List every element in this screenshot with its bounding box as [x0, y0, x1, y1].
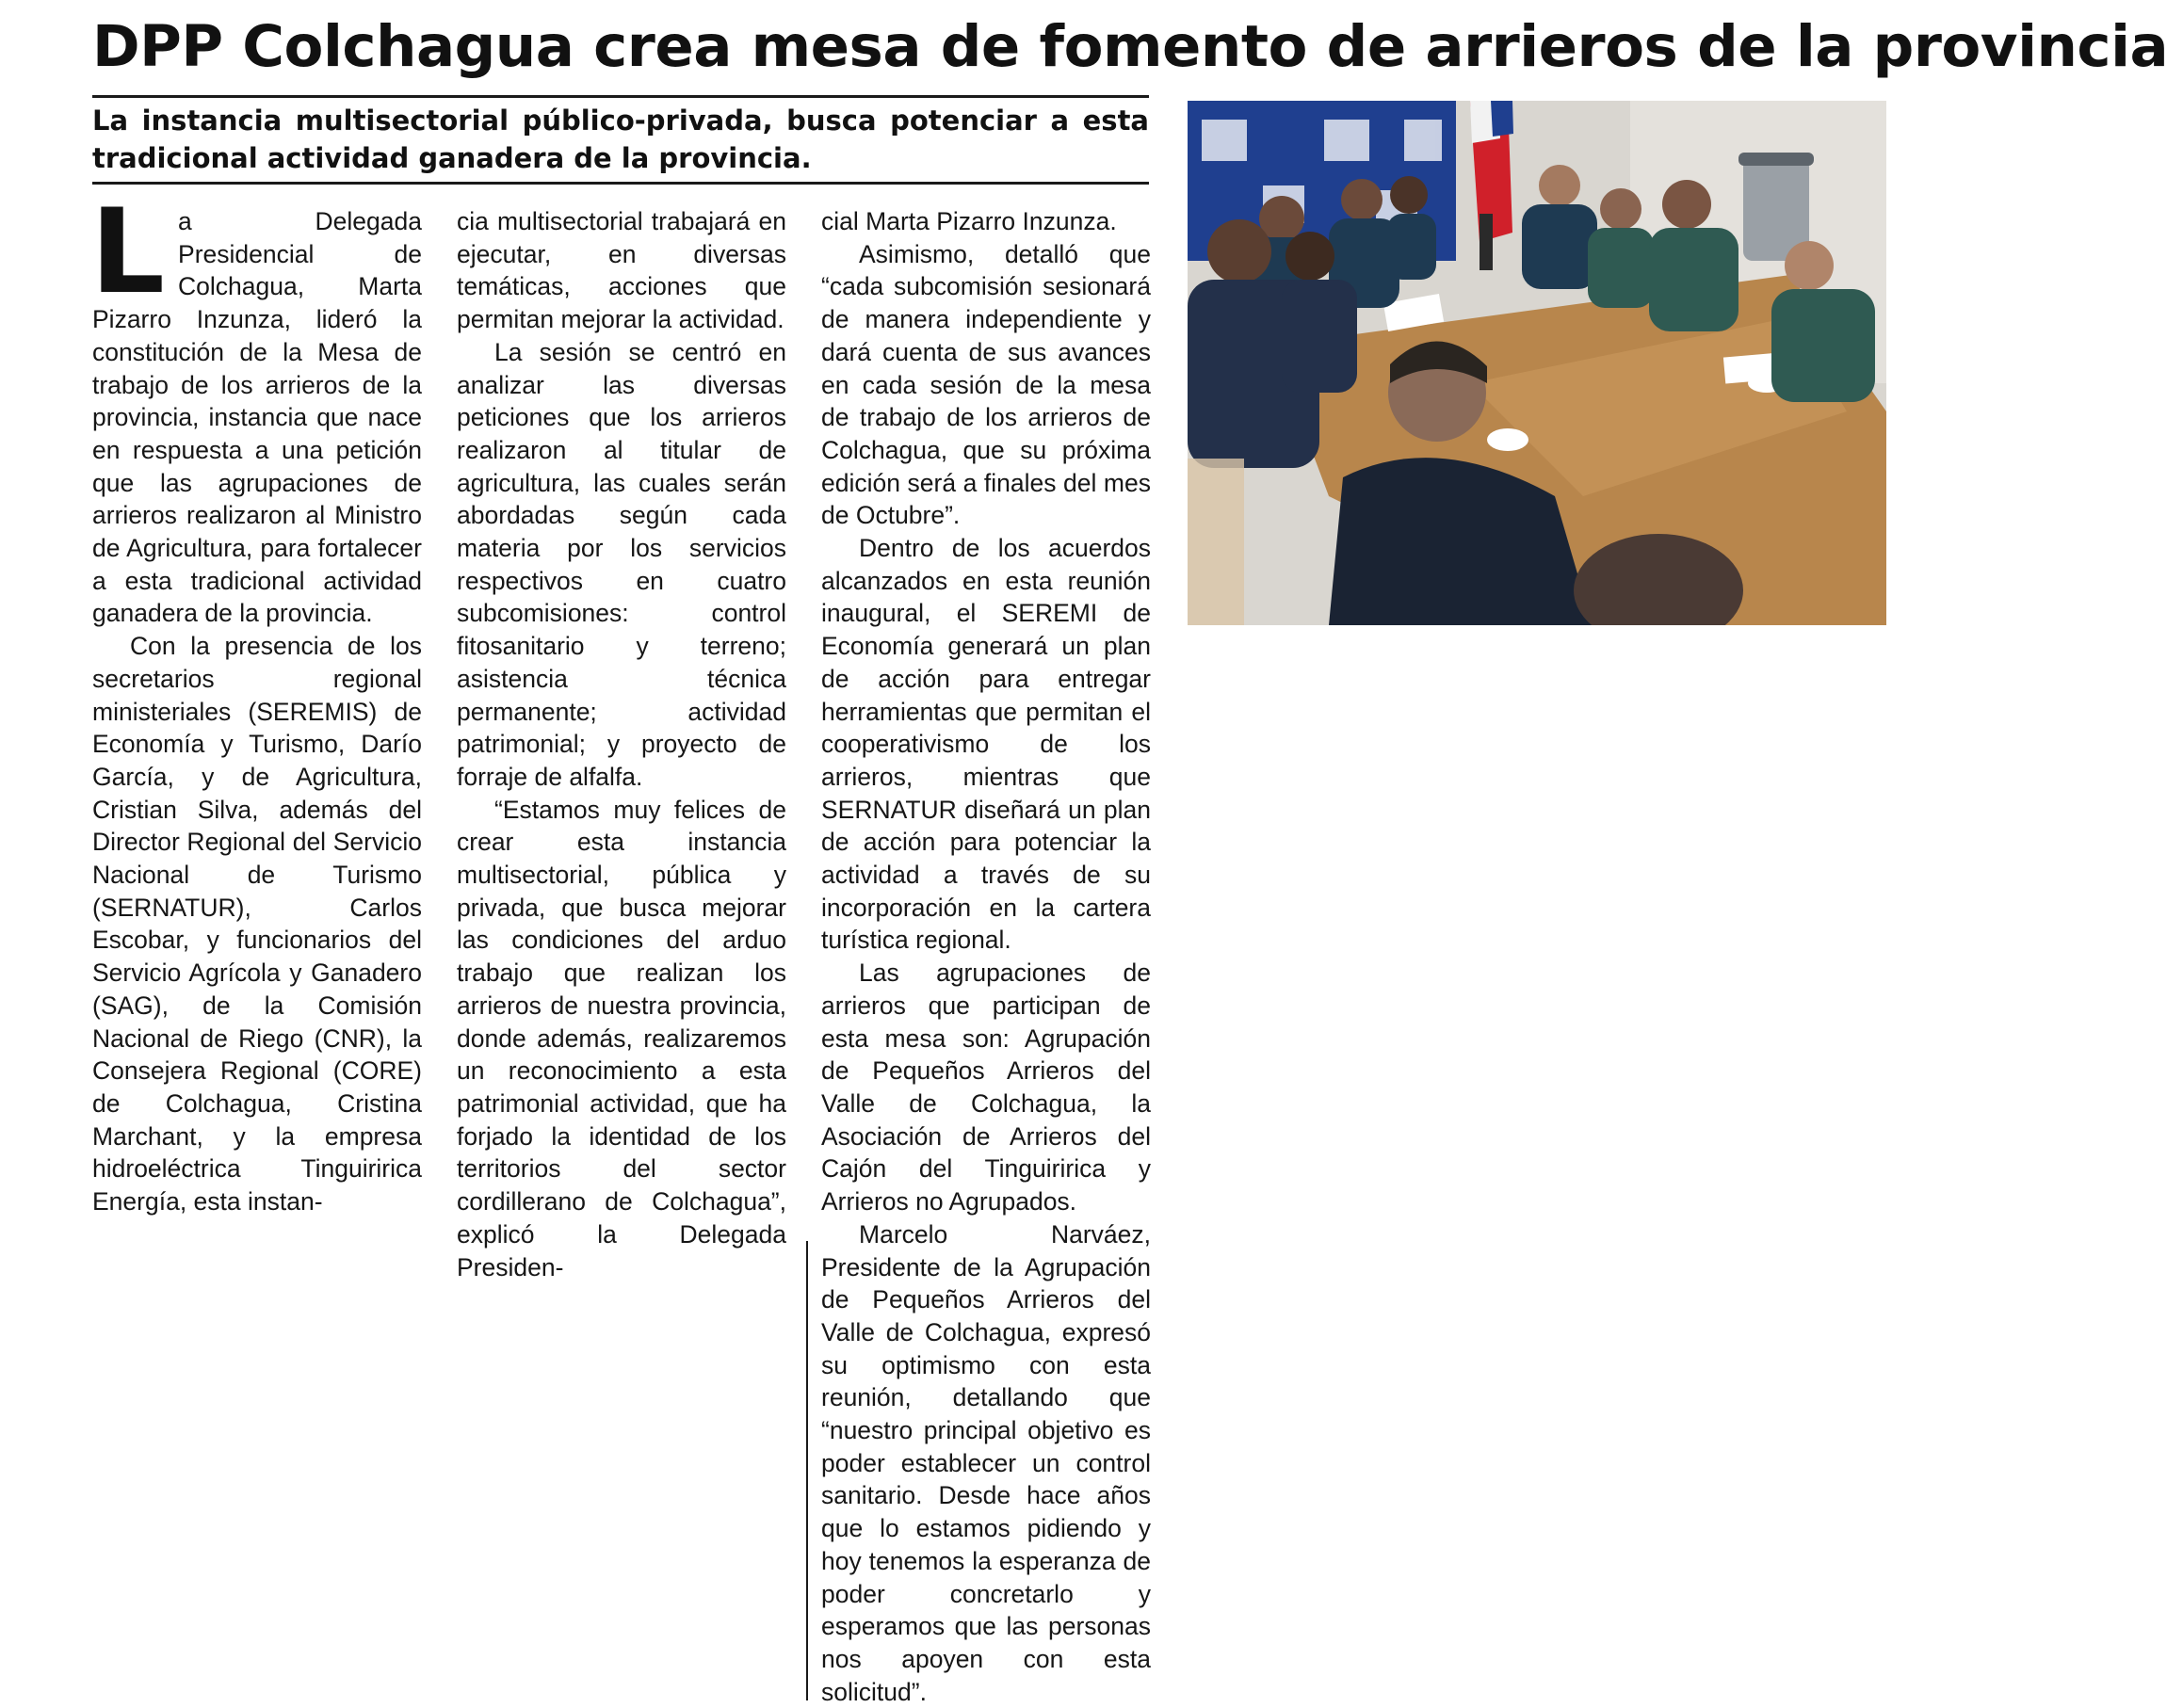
headline: DPP Colchagua crea mesa de fomento de arrieros de la provincia	[92, 13, 2169, 80]
paragraph: Dentro de los acuerdos alcanzados en esta reunión inaugural, el SEREMI de Economía generará un plan de acción para entregar herramientas que permitan el cooperativismo de los arrieros, mientras que SERNATUR diseñará un plan de acción para potenciar la actividad a través de su incorporación en la cartera turística regional.	[821, 534, 1151, 955]
banner-logo-2	[1324, 120, 1369, 161]
banner-logo-3	[1404, 120, 1442, 161]
chair-left	[1188, 459, 1244, 625]
deck-bottom-rule	[92, 182, 1149, 185]
cup-1	[1487, 428, 1528, 451]
column-divider	[806, 1241, 808, 1700]
meeting-photo	[1188, 101, 1886, 625]
drop-cap: L	[90, 185, 166, 320]
paragraph: cial Marta Pizarro Inzunza.	[821, 207, 1117, 235]
article-column-3	[821, 205, 1151, 1708]
paragraph: Asimismo, detalló que “cada subcomisión sesionará de manera independiente y dará cuenta de sus avances en cada sesión de la mesa de trabajo de los arrieros de Colchagua, que su próxima edición será a finales del mes de Octubre”.	[821, 239, 1151, 530]
paragraph: La sesión se centró en analizar las diversas peticiones que los arrieros realizaron al titular de agricultura, las cuales serán abordadas según cada materia por los servicios respectivos en cuatro subcomisiones: control fitosanitario y terreno; asistencia técnica permanente; actividad patrimonial; y proyecto de forraje de alfalfa.	[457, 337, 786, 791]
paragraph: “Estamos muy felices de crear esta instancia multisectorial, pública y privada, que busca mejorar las condiciones del arduo trabajo que realizan los arrieros de nuestra provincia, donde además, realizaremos un reconocimiento a esta patrimonial actividad, que ha forjado la identidad de los territorios del sector cordillerano de Colchagua”, explicó la Delegada Presiden-	[457, 795, 786, 1281]
paragraph-text: a Delegada Presidencial de Colchagua, Marta Pizarro Inzunza, lideró la constitución de la Mesa de trabajo de los arrieros de la provincia, instancia que nace en respuesta a una petición que las agrupaciones de arrieros realizaron al Ministro de Agricultura, para fortalecer a esta tradicional actividad ganadera de la provincia.	[92, 207, 422, 628]
deck-subtitle: La instancia multisectorial público-privada, busca potenciar a esta tradicional actividad ganadera de la provincia.	[92, 105, 1149, 174]
banner-logo-1	[1202, 120, 1247, 161]
paragraph: Las agrupaciones de arrieros que participan de esta mesa son: Agrupación de Pequeños Arrieros del Valle de Colchagua, la Asociación de Arrieros del Cajón del Tinguiririca y Arrieros no Agrupados.	[821, 959, 1151, 1217]
paragraph	[90, 185, 422, 630]
bottle	[1480, 214, 1493, 270]
deck-top-rule	[92, 95, 1149, 98]
flag-blue	[1491, 101, 1513, 137]
article-column-1	[90, 185, 422, 1218]
paragraph: Con la presencia de los secretarios regional ministeriales (SEREMIS) de Economía y Turismo, Darío García, y de Agricultura, Cristian Silva, además del Director Regional del Servicio Nacional de Turismo (SERNATUR), Carlos Escobar, y funcionarios del Servicio Agrícola y Ganadero (SAG), de la Comisión Nacional de Riego (CNR), la Consejera Regional (CORE) de Colchagua, Cristina Marchant, y la empresa hidroeléctrica Tinguiririca Energía, esta instan-	[92, 632, 422, 1217]
article-column-2	[457, 205, 786, 1283]
paragraph: Marcelo Narváez, Presidente de la Agrupación de Pequeños Arrieros del Valle de Colchagua, expresó su optimismo con esta reunión, detallando que “nuestro principal objetivo es poder establecer un control sanitario. Desde hace años que lo estamos pidiendo y hoy tenemos la esperanza de poder concretarlo y esperamos que las personas nos apoyen con esta solicitud”.	[821, 1219, 1151, 1706]
meeting-photo-illustration	[1188, 101, 1886, 625]
urn-top	[1738, 153, 1814, 166]
paragraph: cia multisectorial trabajará en ejecutar, en diversas temáticas, acciones que permitan mejorar la actividad.	[457, 207, 786, 334]
